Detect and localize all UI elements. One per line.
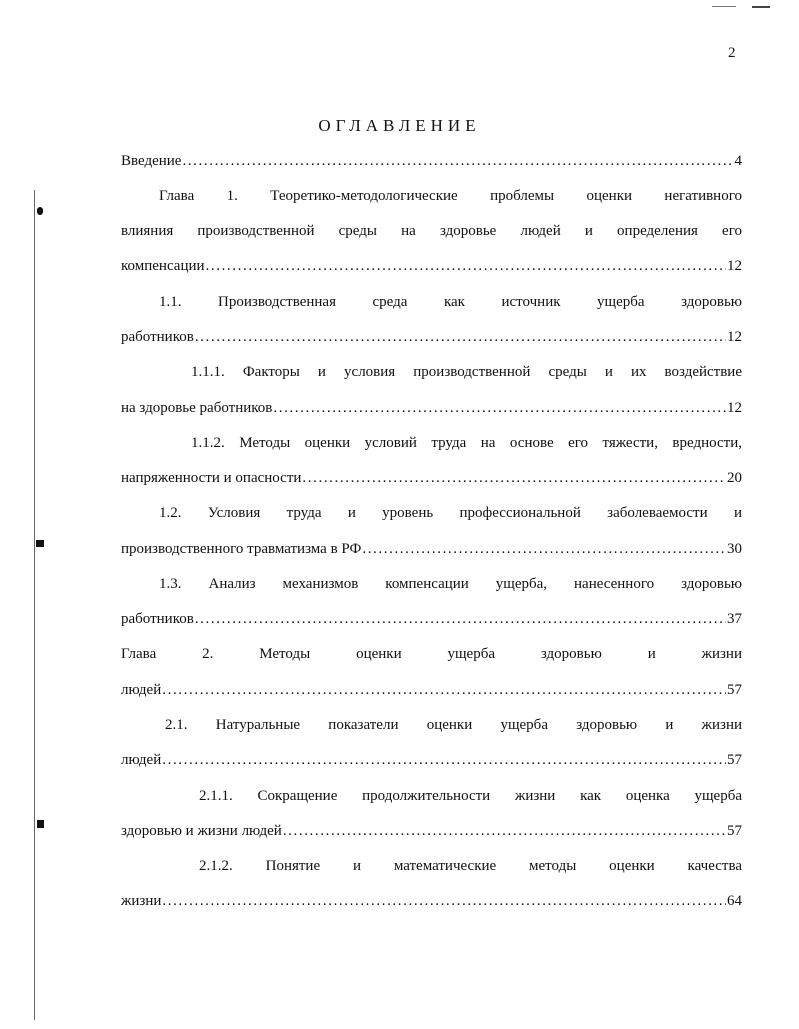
dot-leader (362, 537, 726, 561)
toc-title: ОГЛАВЛЕНИЕ (318, 116, 481, 135)
toc-entry-chapter-1[interactable]: Глава 1. Теоретико-методологические проблемы оценки негативного (159, 188, 742, 204)
toc-page-number: 4 (734, 153, 742, 169)
toc-entry-text: людей (121, 752, 162, 768)
toc-entry-section-1-2[interactable]: 1.2. Условия труда и уровень профессиональной заболеваемости и (159, 505, 742, 521)
toc-entry-section-1-1-2-end (121, 466, 742, 490)
toc-page-number: 57 (727, 682, 742, 698)
toc-entry-section-2-1-1-end (121, 819, 742, 843)
toc-entry-section-1-1-2[interactable]: 1.1.2. Методы оценки условий труда на основе его тяжести, вредности, (191, 435, 742, 451)
toc-entry-text: работников (121, 611, 194, 627)
toc-entry-chapter-2-end (121, 678, 742, 702)
dot-leader (206, 254, 726, 278)
toc-page-number: 64 (727, 893, 742, 909)
dot-leader (283, 819, 726, 843)
toc-entry-section-2-1-2-end (121, 889, 742, 913)
toc-entry-section-1-1[interactable]: 1.1. Производственная среда как источник ущерба здоровью (159, 294, 742, 310)
toc-entry-section-2-1[interactable]: 2.1. Натуральные показатели оценки ущерба здоровью и жизни (165, 717, 742, 733)
toc-entry-text: компенсации (121, 258, 205, 274)
scan-edge-line (34, 190, 35, 1020)
toc-entry-section-1-3[interactable]: 1.3. Анализ механизмов компенсации ущерба, нанесенного здоровью (159, 576, 742, 592)
toc-entry-section-2-1-end (121, 748, 742, 772)
punch-mark (37, 207, 43, 215)
toc-entry-section-2-1-2[interactable]: 2.1.2. Понятие и математические методы оценки качества (199, 858, 742, 874)
punch-mark (36, 540, 44, 547)
toc-entry-chapter-2[interactable]: Глава 2. Методы оценки ущерба здоровью и жизни (121, 646, 742, 662)
toc-entry-introduction[interactable] (121, 149, 742, 173)
toc-page-number: 57 (727, 823, 742, 839)
toc-entry-text: жизни (121, 893, 162, 909)
dot-leader (162, 889, 726, 913)
toc-page-number: 30 (727, 541, 742, 557)
dot-leader (182, 149, 733, 173)
toc-page-number: 12 (727, 329, 742, 345)
toc-entry-text: Введение (121, 153, 182, 169)
dot-leader (162, 748, 726, 772)
punch-mark (37, 820, 44, 828)
toc-page-number: 37 (727, 611, 742, 627)
toc-entry-text: производственного травматизма в РФ (121, 541, 362, 557)
toc-entry-text: напряженности и опасности (121, 470, 302, 486)
page-number: 2 (728, 45, 736, 61)
toc-entry-section-1-3-end (121, 607, 742, 631)
dot-leader (162, 678, 726, 702)
scan-top-line-2 (752, 6, 770, 8)
toc-entry-text: людей (121, 682, 162, 698)
scan-top-line (712, 6, 736, 7)
toc-entry-section-1-1-1[interactable]: 1.1.1. Факторы и условия производственной среды и их воздействие (191, 364, 742, 380)
toc-page-number: 20 (727, 470, 742, 486)
dot-leader (195, 325, 726, 349)
toc-page-number: 12 (727, 400, 742, 416)
toc-entry-section-2-1-1[interactable]: 2.1.1. Сокращение продолжительности жизни как оценка ущерба (199, 788, 742, 804)
dot-leader (195, 607, 726, 631)
toc-page-number: 57 (727, 752, 742, 768)
toc-entry-chapter-1-cont: влияния производственной среды на здоровье людей и определения его (121, 223, 742, 239)
dot-leader (273, 396, 726, 420)
toc-entry-text: здоровью и жизни людей (121, 823, 282, 839)
toc-entry-section-1-2-end (121, 537, 742, 561)
toc-entry-text: на здоровье работников (121, 400, 273, 416)
toc-page-number: 12 (727, 258, 742, 274)
dot-leader (302, 466, 726, 490)
toc-entry-section-1-1-1-end (121, 396, 742, 420)
toc-entry-section-1-1-end (121, 325, 742, 349)
toc-entry-chapter-1-end (121, 254, 742, 278)
toc-entry-text: работников (121, 329, 194, 345)
